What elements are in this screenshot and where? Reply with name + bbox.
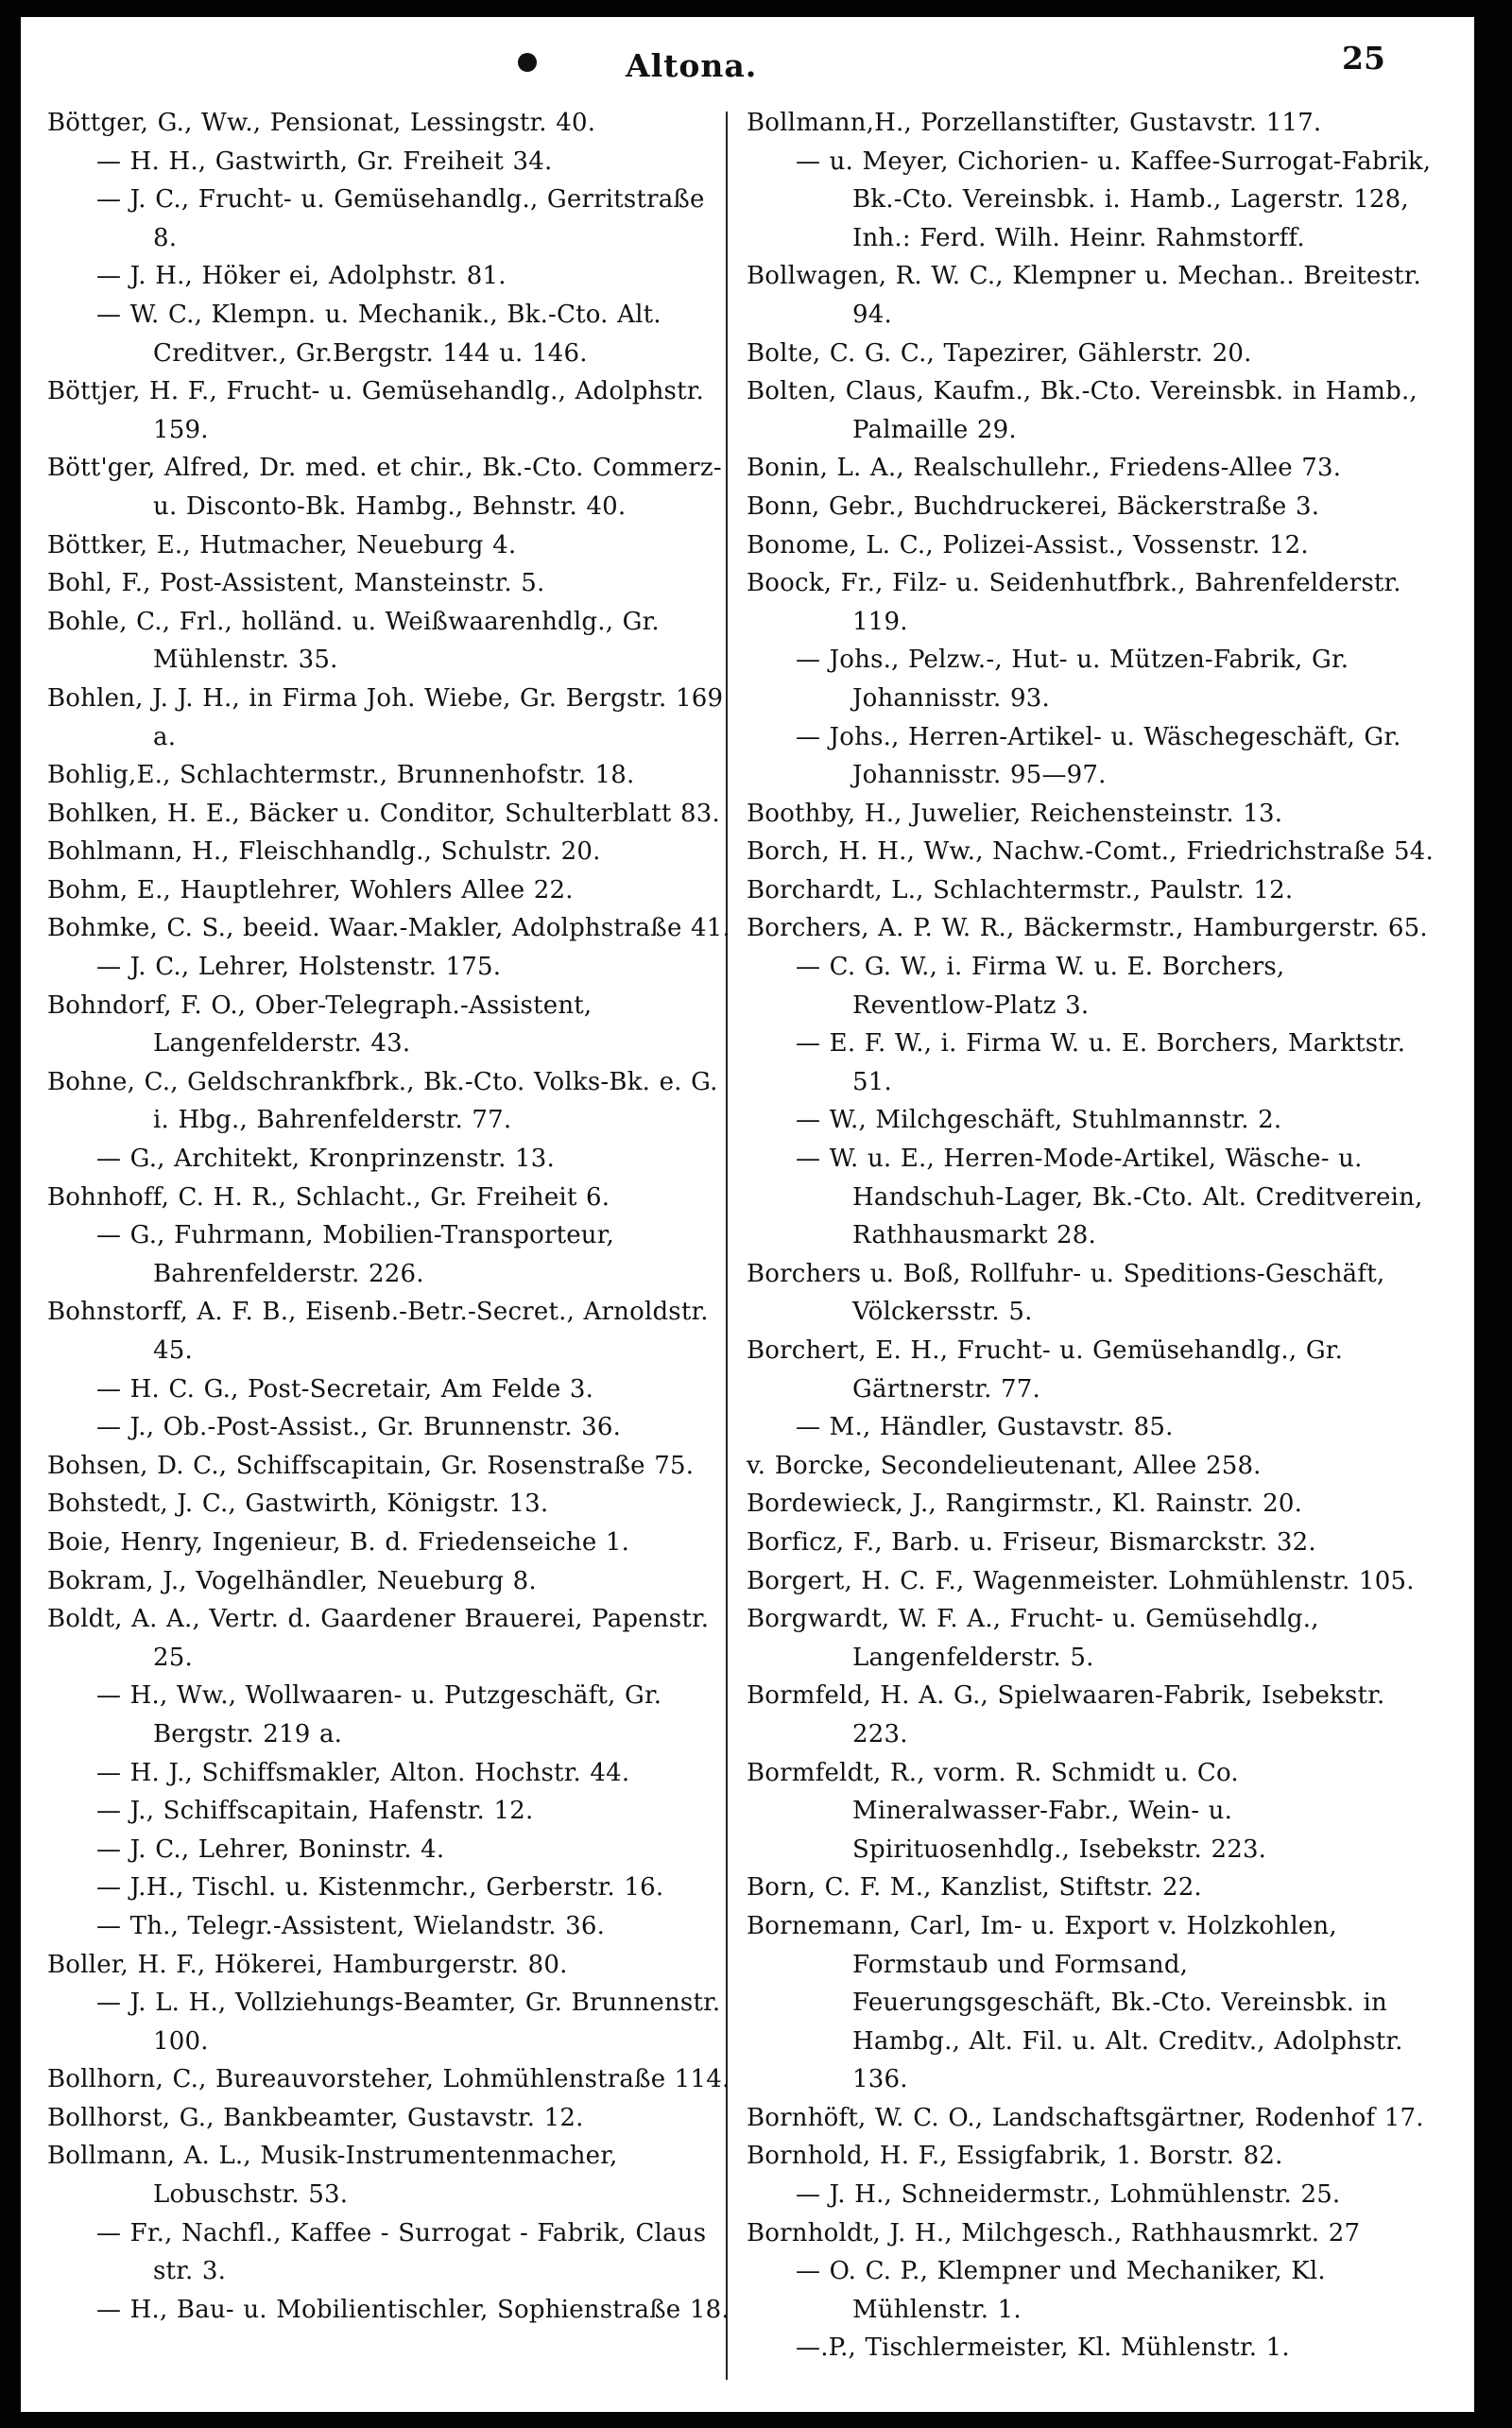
directory-entry: Bormfeld, H. A. G., Spielwaaren-Fabrik, Isebekstr. 223. (747, 1681, 1394, 1748)
directory-entry: — M., Händler, Gustavstr. 85. (796, 1413, 1174, 1442)
directory-entry: Boldt, A. A., Vertr. d. Gaardener Brauerei, Papenstr. 25. (47, 1605, 718, 1672)
directory-entry: Boller, H. F., Hökerei, Hamburgerstr. 80. (47, 1950, 568, 1979)
directory-entry: Bohndorf, F. O., Ober-Telegraph.-Assistent, Langenfelderstr. 43. (47, 990, 601, 1059)
directory-entry: — J., Ob.-Post-Assist., Gr. Brunnenstr. 36. (96, 1413, 622, 1442)
directory-entry: Boie, Henry, Ingenieur, B. d. Friedenseiche 1. (47, 1527, 630, 1557)
page-title: Altona. (626, 47, 758, 84)
directory-entry: — J. C., Lehrer, Boninstr. 4. (96, 1834, 445, 1864)
directory-entry: Bolten, Claus, Kaufm., Bk.-Cto. Vereinsbk. in Hamb., Palmaille 29. (747, 377, 1427, 444)
directory-entry: Bornhold, H. F., Essigfabrik, 1. Borstr. 82. (747, 2142, 1283, 2171)
directory-entry: — H. J., Schiffsmakler, Alton. Hochstr. 44. (96, 1758, 630, 1787)
directory-entry: Bohnstorff, A. F. B., Eisenb.-Betr.-Secret., Arnoldstr. 45. (47, 1298, 718, 1365)
directory-entry: Böttger, G., Ww., Pensionat, Lessingstr. 40. (47, 109, 596, 137)
directory-entry: — u. Meyer, Cichorien- u. Kaffee-Surrogat-Fabrik, Bk.-Cto. Vereinsbk. i. Hamb., Lagerstr. 128, Inh.: Ferd. Wilh. Heinr. Rahmstorff. (796, 146, 1440, 252)
directory-entry: Borchardt, L., Schlachtermstr., Paulstr. 12. (747, 875, 1294, 904)
directory-entry: — C. G. W., i. Firma W. u. E. Borchers, Reventlow-Platz 3. (796, 953, 1294, 1020)
directory-entry: Bollmann, A. L., Musik-Instrumentenmacher, Lobuschstr. 53. (47, 2142, 627, 2210)
directory-entry: Bohlig,E., Schlachtermstr., Brunnenhofstr. 18. (47, 761, 635, 790)
directory-entry: Bolte, C. G. C., Tapezirer, Gählerstr. 20. (747, 338, 1252, 368)
bullet-icon (518, 53, 537, 72)
directory-entry: Bonin, L. A., Realschullehr., Friedens-Allee 73. (747, 454, 1342, 483)
directory-entry: Bött'ger, Alfred, Dr. med. et chir., Bk.-Cto. Commerz- u. Disconto-Bk. Hambg., Behnstr. 40. (47, 454, 731, 521)
directory-entry: Bormfeldt, R., vorm. R. Schmidt u. Co. Mineralwasser-Fabr., Wein- u. Spirituosenhdlg., Isebekstr. 223. (747, 1758, 1267, 1864)
directory-entry: Borchert, E. H., Frucht- u. Gemüsehandlg., Gr. Gärtnerstr. 77. (747, 1336, 1352, 1403)
directory-entry: Bonn, Gebr., Buchdruckerei, Bäckerstraße 3. (747, 491, 1320, 521)
directory-entry: Borchers u. Boß, Rollfuhr- u. Speditions-Geschäft, Völckersstr. 5. (747, 1259, 1394, 1327)
directory-entry: — H., Ww., Wollwaaren- u. Putzgeschäft, Gr. Bergstr. 219 a. (96, 1681, 671, 1748)
directory-entry: Bohlen, J. J. H., in Firma Joh. Wiebe, Gr. Bergstr. 169 a. (47, 683, 732, 751)
directory-entry: — Th., Telegr.-Assistent, Wielandstr. 36. (96, 1911, 606, 1940)
directory-entry: Bonome, L. C., Polizei-Assist., Vossenstr. 12. (747, 530, 1309, 560)
directory-entry: — Johs., Herren-Artikel- u. Wäschegeschäft, Gr. Johannisstr. 95—97. (796, 722, 1411, 790)
directory-entry: — H., Bau- u. Mobilientischler, Sophienstraße 18. (96, 2295, 730, 2324)
directory-entry: — E. F. W., i. Firma W. u. E. Borchers, Marktstr. 51. (796, 1029, 1415, 1096)
directory-entry: — J. H., Höker ei, Adolphstr. 81. (96, 262, 507, 291)
directory-entry: Borch, H. H., Ww., Nachw.-Comt., Friedrichstraße 54. (747, 837, 1434, 867)
directory-entry: Borgert, H. C. F., Wagenmeister. Lohmühlenstr. 105. (747, 1566, 1415, 1595)
directory-entry: Bordewieck, J., Rangirmstr., Kl. Rainstr. 20. (747, 1490, 1303, 1519)
directory-entry: Borficz, F., Barb. u. Friseur, Bismarckstr. 32. (747, 1527, 1316, 1557)
directory-entry: Bollhorst, G., Bankbeamter, Gustavstr. 12. (47, 2103, 584, 2132)
directory-entry: Bollwagen, R. W. C., Klempner u. Mechan.. Breitestr. 94. (747, 262, 1431, 329)
directory-entry: Bohnhoff, C. H. R., Schlacht., Gr. Freiheit 6. (47, 1182, 610, 1212)
directory-entry: Bohsen, D. C., Schiffscapitain, Gr. Rosenstraße 75. (47, 1451, 695, 1480)
directory-entry: — G., Fuhrmann, Mobilien-Transporteur, Bahrenfelderstr. 226. (96, 1221, 624, 1288)
directory-entry: — J. C., Frucht- u. Gemüsehandlg., Gerritstraße 8. (96, 185, 714, 252)
directory-entry: —.P., Tischlermeister, Kl. Mühlenstr. 1. (796, 2333, 1290, 2363)
directory-entry: — H. H., Gastwirth, Gr. Freiheit 34. (96, 146, 553, 176)
directory-entry: — W. C., Klempn. u. Mechanik., Bk.-Cto. Alt. Creditver., Gr.Bergstr. 144 u. 146. (96, 300, 671, 368)
directory-entry: Bohne, C., Geldschrankfbrk., Bk.-Cto. Volks-Bk. e. G. i. Hbg., Bahrenfelderstr. 77. (47, 1067, 728, 1135)
directory-entry: Bornhöft, W. C. O., Landschaftsgärtner, Rodenhof 17. (747, 2103, 1424, 2132)
directory-entry: Bohmke, C. S., beeid. Waar.-Makler, Adolphstraße 41. (47, 914, 730, 943)
directory-entry: Bollhorn, C., Bureauvorsteher, Lohmühlenstraße 114. (47, 2065, 730, 2094)
directory-entry: Borchers, A. P. W. R., Bäckermstr., Hamburgerstr. 65. (747, 914, 1428, 943)
directory-entry: Bollmann,H., Porzellanstifter, Gustavstr. 117. (747, 109, 1322, 137)
directory-entry: — H. C. G., Post-Secretair, Am Felde 3. (96, 1374, 594, 1403)
directory-entry: Bohl, F., Post-Assistent, Mansteinstr. 5. (47, 569, 545, 598)
directory-entry: — J. H., Schneidermstr., Lohmühlenstr. 25. (796, 2180, 1341, 2210)
directory-entry: — G., Architekt, Kronprinzenstr. 13. (96, 1145, 555, 1174)
directory-entry: Borgwardt, W. F. A., Frucht- u. Gemüsehdlg., Langenfelderstr. 5. (747, 1605, 1329, 1672)
directory-entry: Bohlmann, H., Fleischhandlg., Schulstr. 20. (47, 837, 601, 867)
directory-entry: Born, C. F. M., Kanzlist, Stiftstr. 22. (747, 1873, 1202, 1903)
directory-entry: — Johs., Pelzw.-, Hut- u. Mützen-Fabrik, Gr. Johannisstr. 93. (796, 646, 1358, 713)
directory-entry: Bohm, E., Hauptlehrer, Wohlers Allee 22. (47, 875, 574, 904)
directory-entry: Bornholdt, J. H., Milchgesch., Rathhausmrkt. 27 (747, 2218, 1361, 2247)
page-number: 25 (1342, 40, 1385, 77)
directory-entry: — W., Milchgeschäft, Stuhlmannstr. 2. (796, 1106, 1282, 1135)
directory-entry: — J. L. H., Vollziehungs-Beamter, Gr. Brunnenstr. 100. (96, 1989, 730, 2056)
directory-entry: Boock, Fr., Filz- u. Seidenhutfbrk., Bahrenfelderstr. 119. (747, 569, 1411, 636)
left-column (47, 104, 735, 2329)
directory-entry: — W. u. E., Herren-Mode-Artikel, Wäsche- u. Handschuh-Lager, Bk.-Cto. Alt. Creditverein, Rathhausmarkt 28. (796, 1145, 1433, 1250)
directory-entry: Bokram, J., Vogelhändler, Neueburg 8. (47, 1566, 537, 1595)
page-header (21, 26, 1474, 83)
directory-entry: Bohlken, H. E., Bäcker u. Conditor, Schulterblatt 83. (47, 799, 720, 828)
directory-entry: Böttker, E., Hutmacher, Neueburg 4. (47, 530, 517, 560)
directory-page (21, 17, 1474, 2412)
directory-entry: — J.H., Tischl. u. Kistenmchr., Gerberstr. 16. (96, 1873, 664, 1903)
directory-entry: — O. C. P., Klempner und Mechaniker, Kl. Mühlenstr. 1. (796, 2257, 1335, 2324)
directory-entry: — J. C., Lehrer, Holstenstr. 175. (96, 953, 502, 982)
right-column (747, 104, 1440, 2368)
directory-entry: Boothby, H., Juwelier, Reichensteinstr. 13. (747, 799, 1283, 828)
directory-entry: Bohstedt, J. C., Gastwirth, Königstr. 13. (47, 1490, 549, 1519)
directory-entry: — Fr., Nachfl., Kaffee - Surrogat - Fabrik, Claus str. 3. (96, 2218, 715, 2286)
directory-entry: v. Borcke, Secondelieutenant, Allee 258. (747, 1451, 1262, 1480)
directory-entry: Böttjer, H. F., Frucht- u. Gemüsehandlg., Adolphstr. 159. (47, 377, 713, 444)
directory-entry: — J., Schiffscapitain, Hafenstr. 12. (96, 1797, 534, 1826)
directory-entry: Bornemann, Carl, Im- u. Export v. Holzkohlen, Formstaub und Formsand, Feuerungsgeschäft, Bk.-Cto. Vereinsbk. in Hambg., Alt. Fil. u. Alt. Creditv., Adolphstr. 136. (747, 1911, 1413, 2094)
directory-entry: Bohle, C., Frl., holländ. u. Weißwaarenhdlg., Gr. Mühlenstr. 35. (47, 607, 669, 675)
